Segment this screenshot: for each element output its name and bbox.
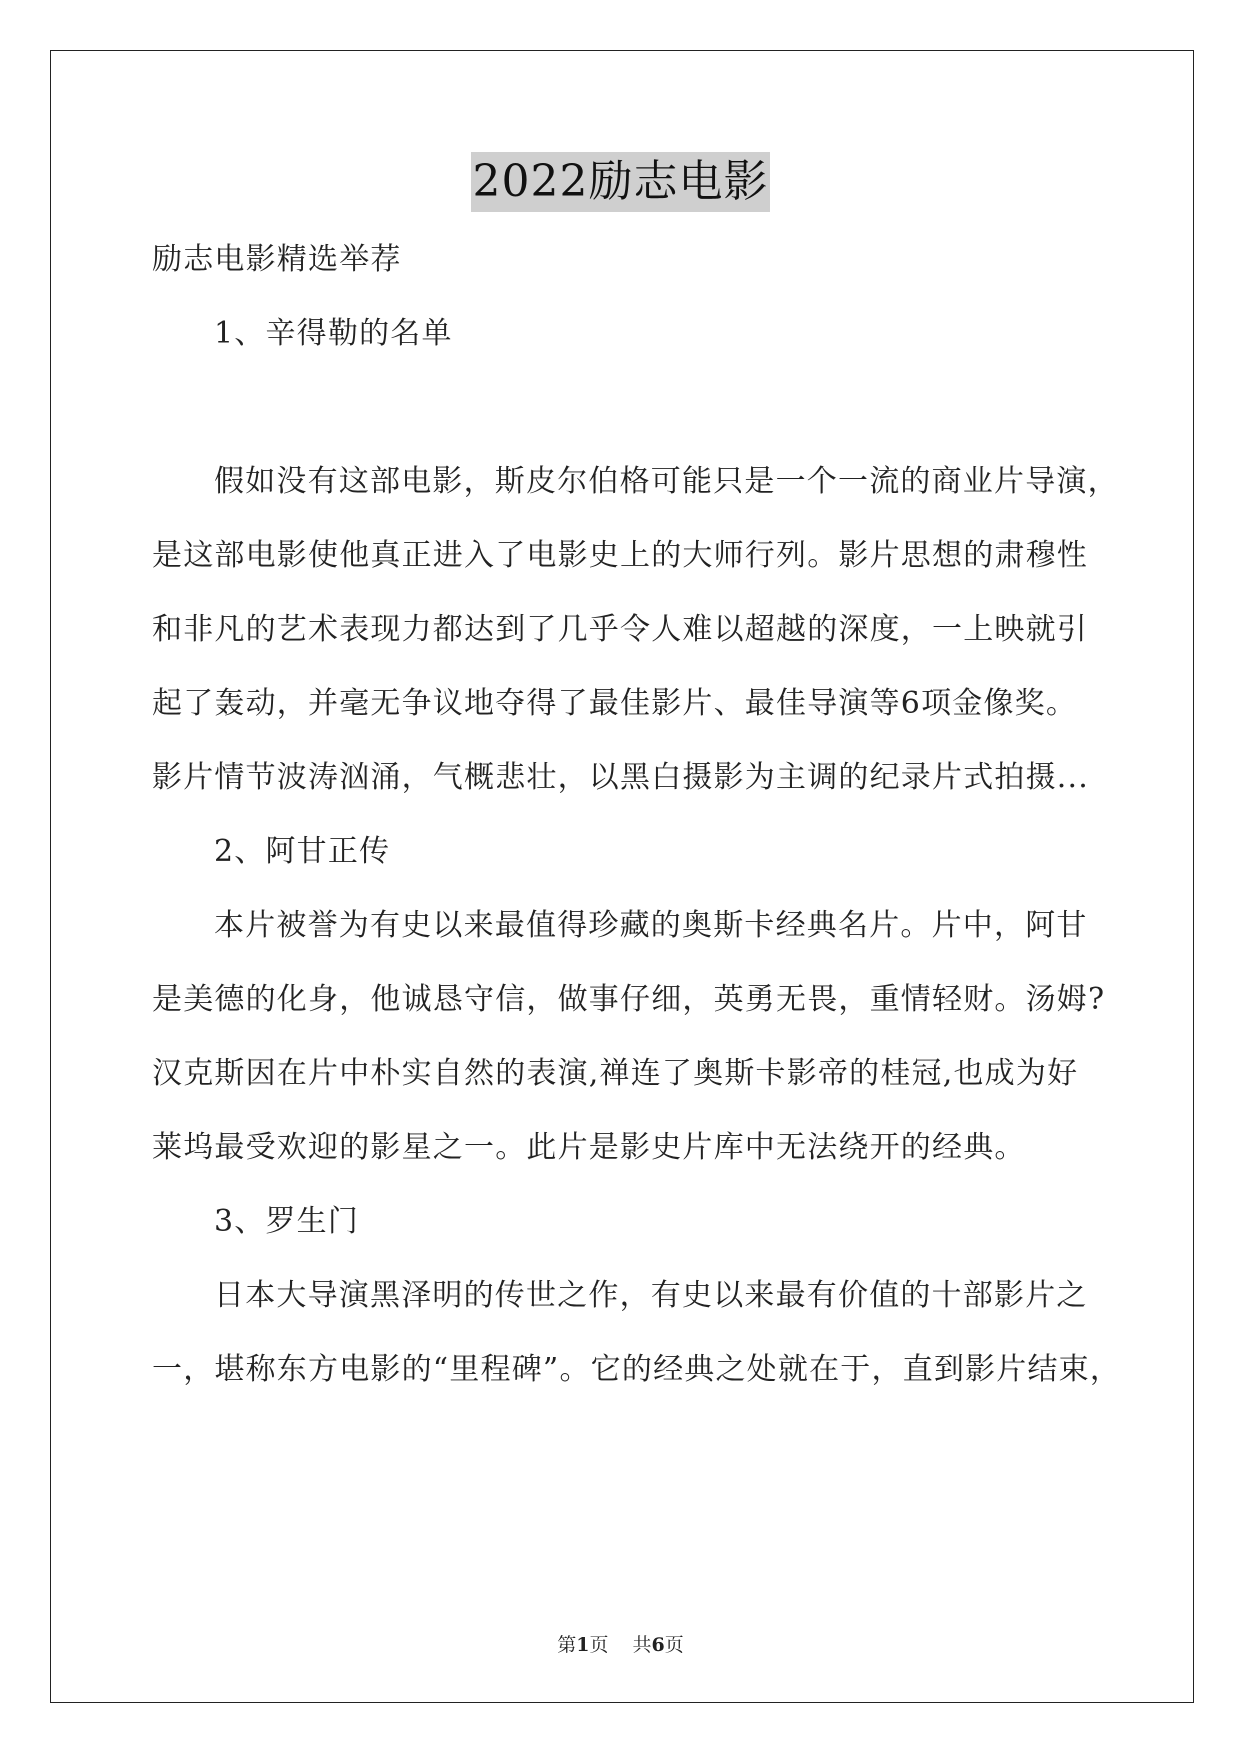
document-title: 2022励志电影 xyxy=(471,152,771,212)
page-prefix: 第 xyxy=(557,1634,577,1656)
total-prefix: 共 xyxy=(632,1634,652,1656)
paragraph-line: 起了轰动，并毫无争议地夺得了最佳影片、最佳导演等6项金像奖。 xyxy=(152,686,1078,721)
intro-line: 励志电影精选举荐 xyxy=(152,242,402,277)
paragraph-line: 是美德的化身，他诚恳守信，做事仔细，英勇无畏，重情轻财。汤姆? xyxy=(152,982,1106,1017)
page-footer xyxy=(0,1630,1241,1657)
paragraph-line: 是这部电影使他真正进入了电影史上的大师行列。影片思想的肃穆性 xyxy=(152,538,1088,573)
section-heading: 1、辛得勒的名单 xyxy=(214,316,453,351)
blank-gap xyxy=(152,390,1094,464)
paragraph-line: 一，堪称东方电影的“里程碑”。它的经典之处就在于，直到影片结束， xyxy=(152,1352,1122,1387)
paragraph-line: 日本大导演黑泽明的传世之作，有史以来最有价值的十部影片之 xyxy=(214,1278,1088,1313)
paragraph-line: 汉克斯因在片中朴实自然的表演,禅连了奥斯卡影帝的桂冠,也成为好 xyxy=(152,1056,1079,1091)
total-suffix: 页 xyxy=(664,1634,684,1656)
paragraph-line: 影片情节波涛汹涌，气概悲壮，以黑白摄影为主调的纪录片式拍摄... xyxy=(152,760,1090,795)
section-heading: 2、阿甘正传 xyxy=(214,834,391,869)
document-body xyxy=(152,242,1122,1426)
page-suffix: 页 xyxy=(589,1634,609,1656)
total-page-number: 6 xyxy=(651,1634,665,1656)
paragraph-line: 和非凡的艺术表现力都达到了几乎令人难以超越的深度，一上映就引 xyxy=(152,612,1088,647)
section-heading: 3、罗生门 xyxy=(214,1204,360,1239)
paragraph-line: 假如没有这部电影，斯皮尔伯格可能只是一个一流的商业片导演， xyxy=(214,464,1119,499)
paragraph-line: 莱坞最受欢迎的影星之一。此片是影史片库中无法绕开的经典。 xyxy=(152,1130,1026,1165)
title-container xyxy=(0,152,1241,212)
paragraph-line: 本片被誉为有史以来最值得珍藏的奥斯卡经典名片。片中，阿甘 xyxy=(214,908,1088,943)
current-page-number: 1 xyxy=(576,1634,590,1656)
